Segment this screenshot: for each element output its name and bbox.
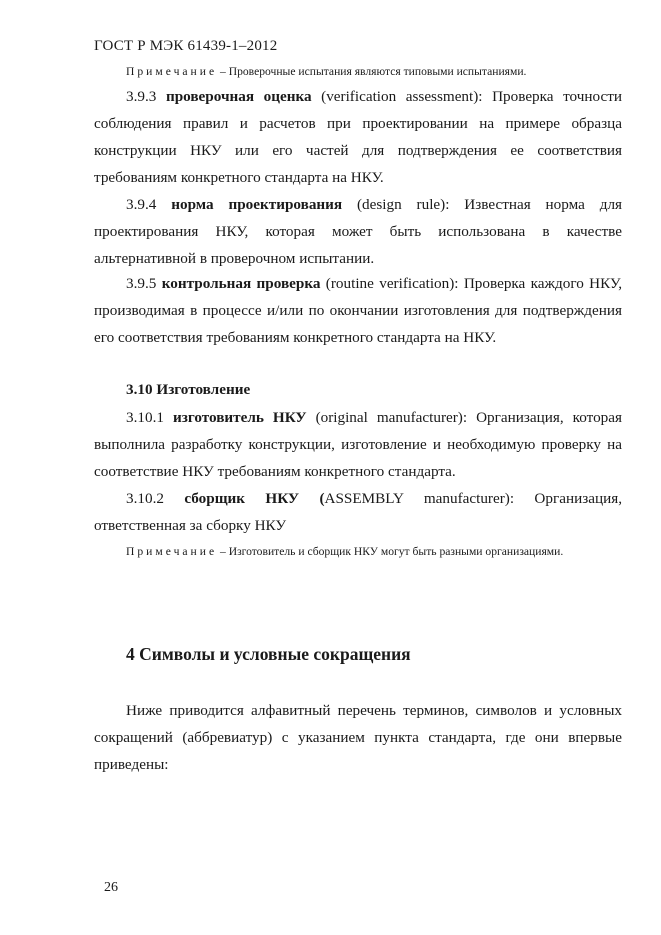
intro-paragraph: Ниже приводится алфавитный перечень терминов, символов и условных сокращений (аббревиатур) с указанием пункта стандарта, где они впервые приведены: — [94, 702, 622, 773]
definition-term: проверочная оценка — [165, 88, 312, 105]
note-label: Примечание — [126, 545, 218, 558]
definition-number: 3.9.3 — [126, 88, 157, 105]
definition-term: норма проектирования — [171, 196, 343, 213]
definition-text: (routine verification): Проверка каждого НКУ, производимая в процессе и/или по окончании изготовления для подтверждения его соответствия требованиям конкретного стандарта на НКУ. — [94, 275, 622, 346]
definition-term: изготовитель НКУ — [172, 409, 307, 426]
definition-3-9-3 — [94, 83, 622, 191]
note-label: Примечание — [126, 65, 218, 78]
definition-number: 3.9.5 — [126, 275, 157, 292]
note-verification — [94, 62, 622, 82]
note-manufacturer — [94, 542, 622, 562]
document-header: ГОСТ Р МЭК 61439-1–2012 — [94, 38, 278, 54]
section-3-10-heading-block — [94, 376, 622, 403]
definition-3-9-4 — [94, 191, 622, 272]
section-4-intro — [94, 697, 622, 778]
definition-term: контрольная проверка — [161, 275, 321, 292]
definition-number: 3.10.2 — [126, 490, 164, 507]
definition-3-10-2 — [94, 485, 622, 539]
note-text: – Изготовитель и сборщик НКУ могут быть разными организациями. — [217, 545, 564, 558]
section-heading: 3.10 Изготовление — [126, 381, 251, 398]
section-heading: 4 Символы и условные сокращения — [126, 644, 411, 664]
section-4-heading-block — [94, 641, 622, 668]
definition-text: ASSEMBLY manufacturer): Организация, ответственная за сборку НКУ — [94, 490, 622, 534]
page-number: 26 — [104, 880, 118, 895]
definition-3-10-1 — [94, 404, 622, 485]
definition-term: сборщик НКУ ( — [184, 490, 325, 507]
definition-number: 3.9.4 — [126, 196, 157, 213]
definition-3-9-5 — [94, 270, 622, 351]
definition-text: (verification assessment): Проверка точности соблюдения правил и расчетов при проектировании на примере образца конструкции НКУ или его частей для подтверждения ее соответствия требованиям конкретного стандарта на НКУ. — [94, 88, 622, 186]
definition-number: 3.10.1 — [126, 409, 164, 426]
definition-text: (original manufacturer): Организация, которая выполнила разработку конструкции, изготовление и необходимую проверку на соответствие НКУ требованиям конкретного стандарта. — [94, 409, 622, 480]
note-text: – Проверочные испытания являются типовыми испытаниями. — [217, 65, 527, 78]
definition-text: (design rule): Известная норма для проектирования НКУ, которая может быть использована в качестве альтернативной в проверочном испытании. — [94, 196, 623, 267]
